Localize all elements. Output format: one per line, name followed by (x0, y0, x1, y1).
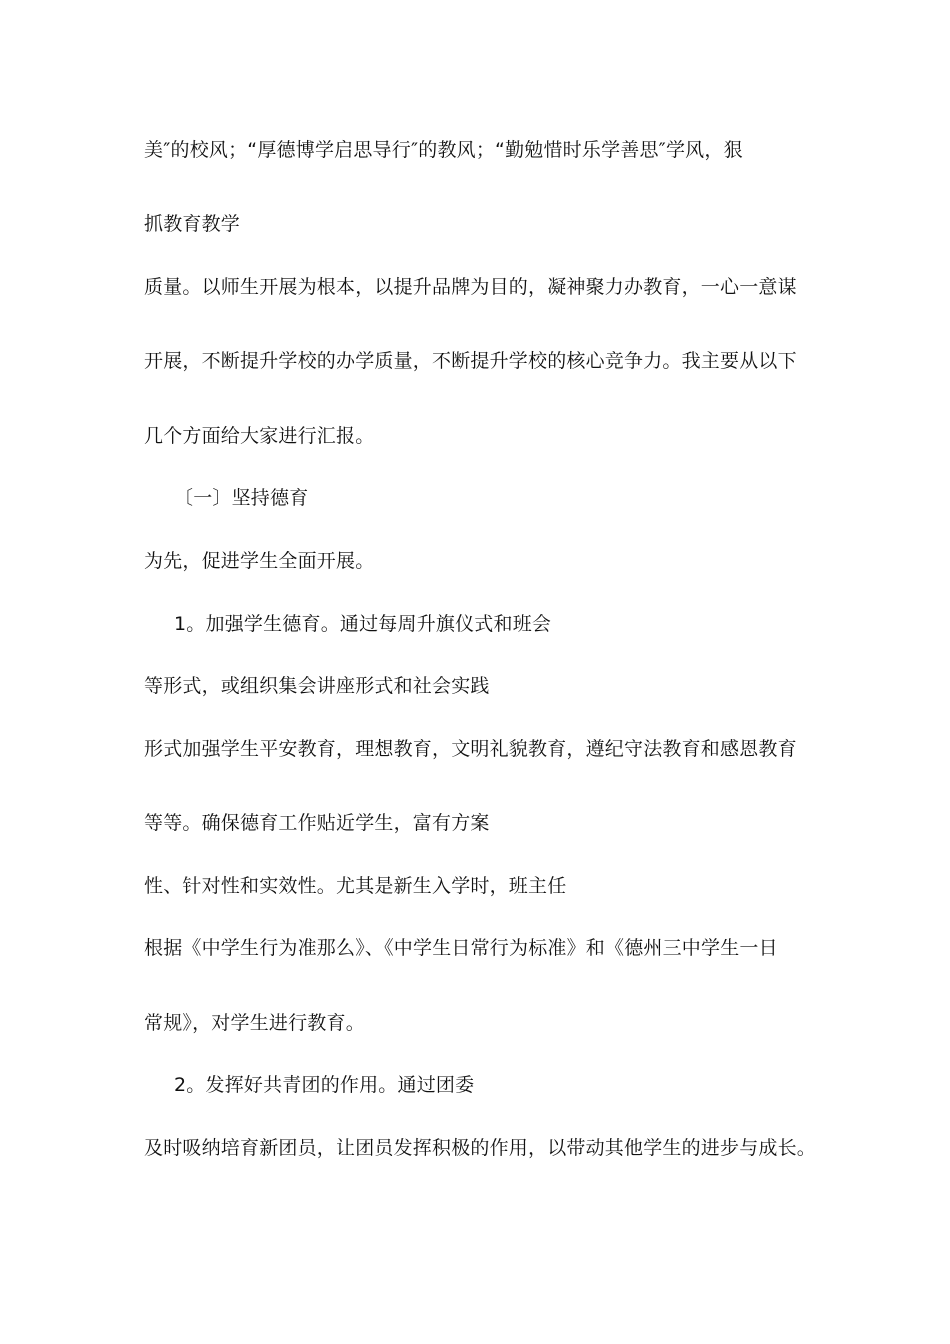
text-line-2: 抓教育教学 (144, 213, 241, 235)
numbered-item-1: 1。加强学生德育。通过每周升旗仪式和班会 (174, 613, 552, 635)
text-line-7: 为先，促进学生全面开展。 (144, 550, 375, 572)
section-heading: 〔一〕坚持德育 (174, 487, 309, 509)
text-line-10: 形式加强学生平安教育，理想教育，文明礼貌教育，遵纪守法教育和感恩教育 (144, 738, 797, 760)
text-line-16: 及时吸纳培育新团员，让团员发挥积极的作用，以带动其他学生的进步与成长。 (144, 1137, 817, 1159)
text-line-9: 等形式，或组织集会讲座形式和社会实践 (144, 675, 490, 697)
text-line-4: 开展，不断提升学校的办学质量，不断提升学校的核心竞争力。我主要从以下 (144, 350, 797, 372)
text-line-5: 几个方面给大家进行汇报。 (144, 425, 375, 447)
numbered-item-2: 2。发挥好共青团的作用。通过团委 (174, 1074, 475, 1096)
text-line-1: 美″的校风；“厚德博学启思导行″的教风；“勤勉惜时乐学善思″学风，狠 (144, 139, 743, 161)
text-line-13: 根据《中学生行为准那么》、《中学生日常行为标准》和《德州三中学生一日 (144, 937, 778, 959)
text-line-12: 性、针对性和实效性。尤其是新生入学时，班主任 (144, 875, 567, 897)
text-line-3: 质量。以师生开展为根本，以提升品牌为目的，凝神聚力办教育，一心一意谋 (144, 276, 797, 298)
text-line-11: 等等。确保德育工作贴近学生，富有方案 (144, 812, 490, 834)
text-line-14: 常规》，对学生进行教育。 (144, 1012, 365, 1034)
